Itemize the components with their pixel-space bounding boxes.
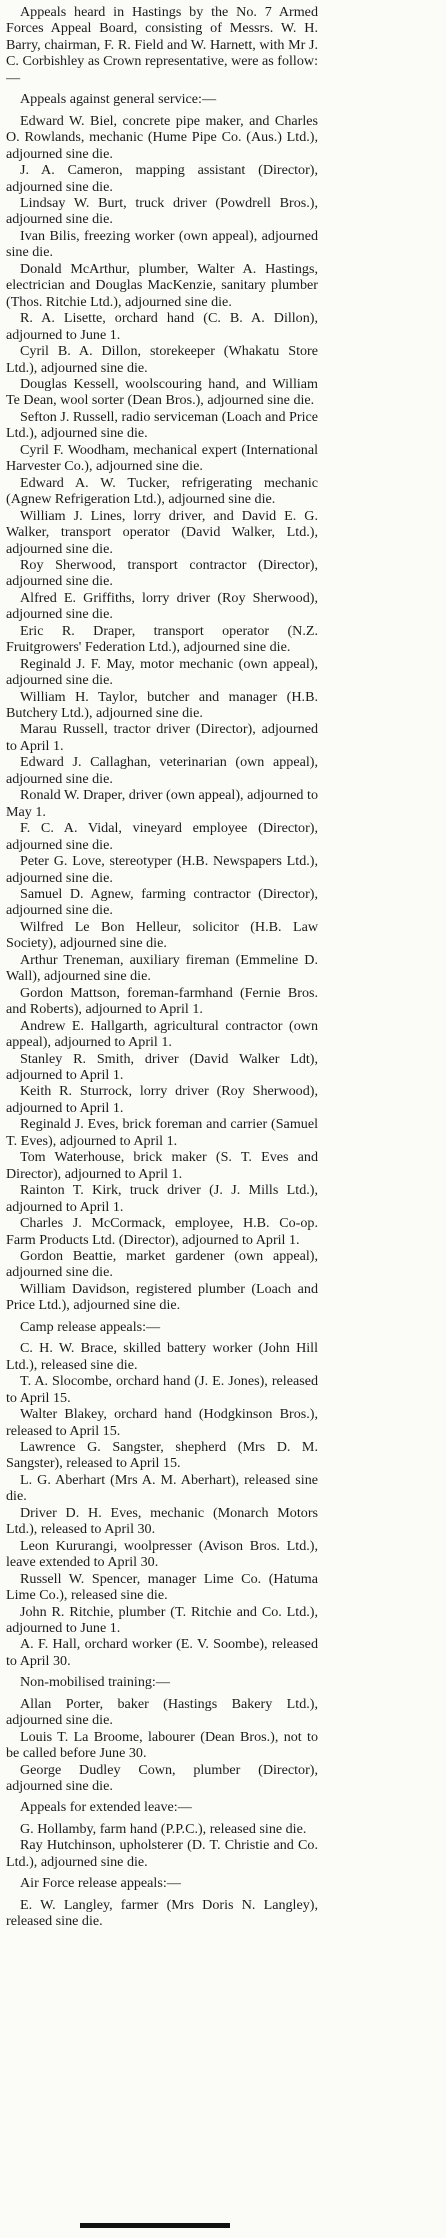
newspaper-clipping [6, 4, 318, 2230]
appeal-entry: G. Hollamby, farm hand (P.P.C.), released sine die. [20, 1820, 307, 1837]
appeal-entry: Peter G. Love, stereotyper (H.B. Newspapers Ltd.), adjourned sine die. [6, 853, 318, 886]
section-air-force-release [6, 1870, 318, 1929]
entry-list-air-force-release [6, 1897, 318, 1930]
section-extended-leave [6, 1794, 318, 1870]
appeal-entry: Lawrence G. Sangster, shepherd (Mrs D. M. Sangster), released to April 15. [6, 1438, 318, 1472]
appeal-entry: Douglas Kessell, woolscouring hand, and William Te Dean, wool sorter (Dean Bros.), adjourned sine die. [6, 375, 318, 409]
appeal-entry: William Davidson, registered plumber (Loach and Price Ltd.), adjourned sine die. [6, 1280, 318, 1314]
appeal-entry: Andrew E. Hallgarth, agricultural contractor (own appeal), adjourned to April 1. [6, 1017, 318, 1051]
section-heading: Appeals against general service:— [20, 91, 217, 108]
appeal-entry: Driver D. H. Eves, mechanic (Monarch Motors Ltd.), released to April 30. [6, 1504, 318, 1538]
entry-list-general-service [6, 113, 318, 1314]
appeal-entry: J. A. Cameron, mapping assistant (Director), adjourned sine die. [6, 162, 318, 195]
article-intro: Appeals heard in Hastings by the No. 7 Armed Forces Appeal Board, consisting of Messrs. W. H. Barry, chairman, F. R. Field and W. Harnett, with Mr J. C. Corbishley as Crown representative, were as follow:— [6, 4, 318, 86]
appeal-entry: Eric R. Draper, transport operator (N.Z. Fruitgrowers' Federation Ltd.), adjourned sine die. [6, 622, 318, 656]
appeal-entry: Wilfred Le Bon Helleur, solicitor (H.B. Law Society), adjourned sine die. [6, 918, 318, 952]
entry-list-extended-leave [6, 1821, 318, 1870]
section-camp-release [6, 1314, 318, 1670]
appeal-entry: Tom Waterhouse, brick maker (S. T. Eves and Director), adjourned to April 1. [6, 1149, 318, 1182]
appeal-entry: R. A. Lisette, orchard hand (C. B. A. Dillon), adjourned to June 1. [6, 310, 318, 343]
appeal-entry: Stanley R. Smith, driver (David Walker Ldt), adjourned to April 1. [6, 1050, 318, 1083]
section-heading: Air Force release appeals:— [20, 1875, 181, 1892]
appeal-entry: Lindsay W. Burt, truck driver (Powdrell Bros.), adjourned sine die. [6, 194, 318, 228]
appeal-entry: Keith R. Sturrock, lorry driver (Roy Sherwood), adjourned to April 1. [6, 1083, 318, 1116]
appeal-entry: Gordon Mattson, foreman-farmhand (Fernie Bros. and Roberts), adjourned to April 1. [6, 984, 318, 1018]
section-heading: Appeals for extended leave:— [20, 1799, 192, 1816]
appeal-entry: William H. Taylor, butcher and manager (H.B. Butchery Ltd.), adjourned sine die. [6, 688, 318, 722]
section-non-mobilised-training [6, 1669, 318, 1794]
appeal-entry: Donald McArthur, plumber, Walter A. Hastings, electrician and Douglas MacKenzie, sanitary plumber (Thos. Ritchie Ltd.), adjourned sine die. [6, 260, 318, 310]
appeal-entry: Alfred E. Griffiths, lorry driver (Roy Sherwood), adjourned sine die. [6, 589, 318, 623]
appeal-entry: Samuel D. Agnew, farming contractor (Director), adjourned sine die. [6, 886, 318, 919]
section-heading: Camp release appeals:— [20, 1318, 161, 1335]
appeal-entry: Rainton T. Kirk, truck driver (J. J. Mills Ltd.), adjourned to April 1. [6, 1182, 318, 1215]
section-heading: Non-mobilised training:— [20, 1674, 170, 1691]
entry-list-non-mobilised-training [6, 1696, 318, 1795]
appeal-entry: Edward A. W. Tucker, refrigerating mechanic (Agnew Refrigeration Ltd.), adjourned sine die. [6, 474, 318, 508]
appeal-entry: Walter Blakey, orchard hand (Hodgkinson Bros.), released to April 15. [6, 1406, 318, 1439]
appeal-entry: Roy Sherwood, transport contractor (Director), adjourned sine die. [6, 556, 318, 590]
section-general-service [6, 86, 318, 1314]
appeal-entry: Ivan Bilis, freezing worker (own appeal), adjourned sine die. [6, 227, 318, 261]
appeal-entry: Arthur Treneman, auxiliary fireman (Emmeline D. Wall), adjourned sine die. [6, 951, 318, 985]
appeal-entry: Sefton J. Russell, radio serviceman (Loach and Price Ltd.), adjourned sine die. [6, 408, 318, 442]
appeal-entry: Louis T. La Broome, labourer (Dean Bros.), not to be called before June 30. [6, 1728, 318, 1762]
appeal-entry: George Dudley Cown, plumber (Director), adjourned sine die. [6, 1761, 318, 1795]
appeal-entry: John R. Ritchie, plumber (T. Ritchie and Co. Ltd.), adjourned to June 1. [6, 1603, 318, 1636]
appeal-entry: Cyril F. Woodham, mechanical expert (International Harvester Co.), adjourned sine die. [6, 441, 318, 475]
appeal-entry: Cyril B. A. Dillon, storekeeper (Whakatu Store Ltd.), adjourned sine die. [6, 343, 318, 376]
appeal-entry: William J. Lines, lorry driver, and David E. G. Walker, transport operator (David Walker, Ltd.), adjourned sine die. [6, 507, 318, 557]
appeal-entry: Leon Kururangi, woolpresser (Avison Bros. Ltd.), leave extended to April 30. [6, 1537, 318, 1571]
appeal-entry: Gordon Beattie, market gardener (own appeal), adjourned sine die. [6, 1247, 318, 1281]
appeal-entry: Ray Hutchinson, upholsterer (D. T. Christie and Co. Ltd.), adjourned sine die. [6, 1837, 318, 1870]
appeal-entry: T. A. Slocombe, orchard hand (J. E. Jones), released to April 15. [6, 1373, 318, 1406]
appeal-entry: L. G. Aberhart (Mrs A. M. Aberhart), released sine die. [6, 1471, 318, 1505]
appeal-entry: A. F. Hall, orchard worker (E. V. Soombe), released to April 30. [6, 1636, 318, 1669]
appeal-entry: Reginald J. Eves, brick foreman and carrier (Samuel T. Eves), adjourned to April 1. [6, 1116, 318, 1149]
appeal-entry: F. C. A. Vidal, vineyard employee (Director), adjourned sine die. [6, 820, 318, 853]
appeal-entry: Reginald J. F. May, motor mechanic (own appeal), adjourned sine die. [6, 655, 318, 689]
appeal-entry: Allan Porter, baker (Hastings Bakery Ltd.), adjourned sine die. [6, 1695, 318, 1729]
appeal-entry: Edward J. Callaghan, veterinarian (own appeal), adjourned sine die. [6, 754, 318, 787]
appeal-entry: Ronald W. Draper, driver (own appeal), adjourned to May 1. [6, 787, 318, 820]
appeal-entry: E. W. Langley, farmer (Mrs Doris N. Langley), released sine die. [6, 1896, 318, 1930]
end-rule [80, 2223, 230, 2228]
appeal-entry: C. H. W. Brace, skilled battery worker (John Hill Ltd.), released sine die. [6, 1340, 318, 1373]
appeal-entry: Edward W. Biel, concrete pipe maker, and Charles O. Rowlands, mechanic (Hume Pipe Co. (Aus.) Ltd.), adjourned sine die. [6, 112, 318, 162]
entry-list-camp-release [6, 1340, 318, 1669]
appeal-entry: Marau Russell, tractor driver (Director), adjourned to April 1. [6, 721, 318, 754]
appeal-entry: Russell W. Spencer, manager Lime Co. (Hatuma Lime Co.), released sine die. [6, 1570, 318, 1604]
appeal-entry: Charles J. McCormack, employee, H.B. Co-op. Farm Products Ltd. (Director), adjourned to April 1. [6, 1215, 318, 1248]
